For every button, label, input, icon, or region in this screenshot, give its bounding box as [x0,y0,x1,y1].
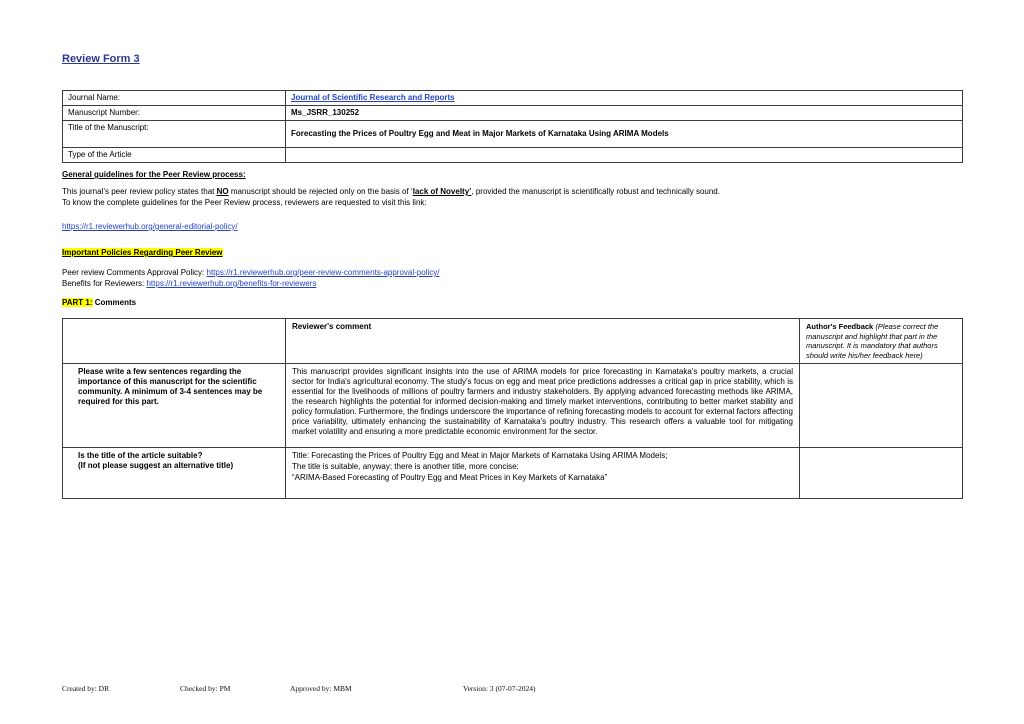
footer-approved-by: Approved by: MBM [290,684,352,693]
general-editorial-policy-link[interactable]: https://r1.reviewerhub.org/general-editorial-policy/ [62,222,238,231]
table-row [63,91,963,106]
footer-version: Version: 3 (07-07-2024) [463,684,536,693]
importance-question-cell: Please write a few sentences regarding the importance of this manuscript for the scientific community. A minimum of 3-4 sentences may be required for this part. [63,364,286,448]
table-row [63,106,963,121]
table-row-importance [63,364,963,448]
title-question-line2: (If not please suggest an alternative title) [78,461,234,470]
manuscript-info-table [62,90,963,163]
guidelines-heading: General guidelines for the Peer Review process: [62,170,246,179]
part1-title: Comments [92,298,137,307]
title-question-line1: Is the title of the article suitable? [78,451,203,460]
title-comment-cell [286,448,800,499]
benefits-line [62,278,316,289]
approval-policy-line [62,267,439,278]
header-empty-cell [63,319,286,364]
policy-text-mid: manuscript should be rejected only on the basis of ‘ [228,187,413,196]
footer [62,684,962,698]
reviewer-comment-header: Reviewer's comment [286,319,800,364]
article-type-label: Type of the Article [63,148,286,163]
approval-policy-link[interactable]: https://r1.reviewerhub.org/peer-review-comments-approval-policy/ [206,268,440,277]
visit-link-line: To know the complete guidelines for the Peer Review process, reviewers are requested to visit this link: [62,198,427,207]
author-feedback-header-note: (Please correct the manuscript and highlight that part in the manuscript. It is mandatory that authors should write his/her feedback here) [806,322,939,360]
part1-label: PART 1: [62,298,93,307]
manuscript-title-label: Title of the Manuscript: [63,121,286,148]
importance-feedback-cell [800,364,963,448]
benefits-link[interactable]: https://r1.reviewerhub.org/benefits-for-reviewers [146,279,317,288]
manuscript-number-value: Ms_JSRR_130252 [286,106,963,121]
author-feedback-header [800,319,963,364]
policy-novelty-emphasis: lack of Novelty’ [412,187,472,196]
benefits-label: Benefits for Reviewers: [62,279,147,288]
journal-name-link[interactable]: Journal of Scientific Research and Reports [291,93,455,102]
manuscript-title-value: Forecasting the Prices of Poultry Egg and Meat in Major Markets of Karnataka Using ARIMA Models [286,121,963,148]
title-comment-line2: The title is suitable, anyway; there is another title, more concise: [292,462,519,471]
policies-heading-wrap [62,248,223,257]
title-comment-line3: “ARIMA-Based Forecasting of Poultry Egg and Meat Prices in Key Markets of Karnataka” [292,473,608,482]
policy-no-emphasis: NO [216,187,229,196]
page-title: Review Form 3 [62,53,140,65]
author-feedback-header-title: Author's Feedback [806,322,876,331]
table-row [63,121,963,148]
importance-comment-cell: This manuscript provides significant insights into the use of ARIMA models for price forecasting in Karnataka's poultry markets, a crucial sector for India's agricultural economy. The study's focus on egg and meat price predictions addresses a critical gap in price stability, which is essential for the livelihoods of millions of poultry farmers and industry stakeholders. By applying advanced forecasting methods like ARIMA, the research highlights the potential for informed decision-making and timely market interventions, contributing to better market stability and policy formulation. Furthermore, the findings underscore the importance of refining forecasting models to account for external factors affecting price variability, ultimately enhancing the sustainability of Karnataka's poultry industry. This research offers a valuable tool for mitigating market volatility and ensuring a more predictable economic environment for the sector. [286,364,800,448]
title-feedback-cell [800,448,963,499]
footer-created-by: Created by: DR [62,684,110,693]
journal-name-cell [286,91,963,106]
table-row [63,148,963,163]
policy-text-suffix: , provided the manuscript is scientifically robust and technically sound. [471,187,720,196]
table-row-title-suitability [63,448,963,499]
title-question-cell [63,448,286,499]
table-header-row [63,319,963,364]
article-type-value [286,148,963,163]
policies-heading: Important Policies Regarding Peer Review [62,248,223,257]
policy-paragraph [62,186,720,208]
part1-heading [62,297,136,308]
approval-policy-label: Peer review Comments Approval Policy: [62,268,207,277]
manuscript-number-label: Manuscript Number: [63,106,286,121]
policy-line [62,186,720,197]
footer-checked-by: Checked by: PM [180,684,231,693]
comments-table [62,318,963,499]
title-comment-line1: Title: Forecasting the Prices of Poultry Egg and Meat in Major Markets of Karnataka Using ARIMA Models; [292,451,668,460]
policy-text-prefix: This journal’s peer review policy states that [62,187,217,196]
journal-name-label: Journal Name: [63,91,286,106]
